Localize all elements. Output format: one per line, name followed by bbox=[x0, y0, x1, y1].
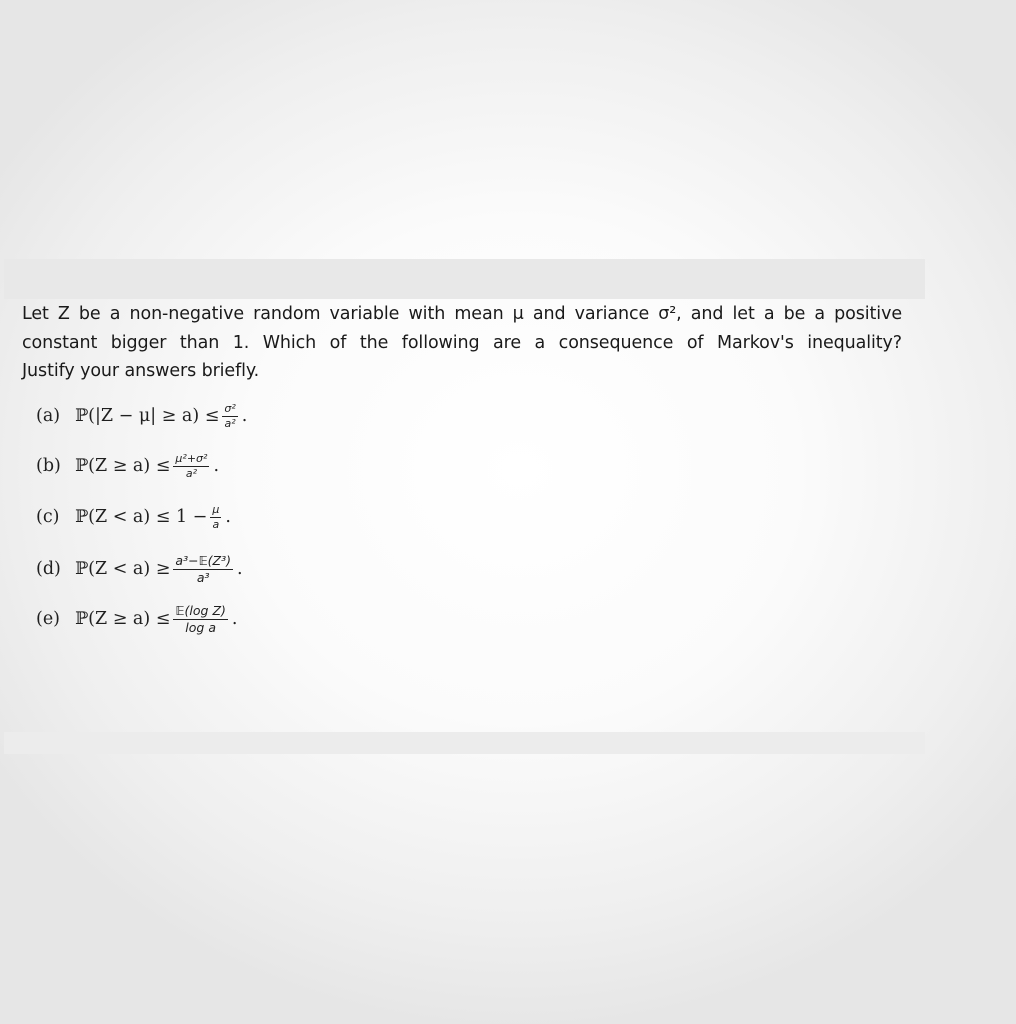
option-label: (a) bbox=[36, 406, 61, 426]
option-fraction bbox=[173, 453, 209, 480]
option-fraction bbox=[222, 403, 237, 430]
option-b bbox=[36, 446, 219, 486]
option-expression: ℙ(|Z − μ| ≥ a) ≤ bbox=[75, 406, 220, 426]
option-period: . bbox=[241, 406, 248, 426]
top-gray-band bbox=[4, 259, 925, 299]
option-fraction bbox=[173, 604, 227, 635]
fraction-denominator: a³ bbox=[196, 569, 210, 585]
question-line-2: constant bigger than 1. Which of the following are a consequence of Markov's inequality? bbox=[22, 332, 902, 353]
bottom-gray-band bbox=[4, 732, 925, 754]
option-label: (c) bbox=[36, 507, 60, 527]
option-period: . bbox=[213, 456, 220, 476]
option-period: . bbox=[231, 609, 238, 629]
question-text bbox=[22, 300, 902, 386]
fraction-numerator: 𝔼(log Z) bbox=[175, 602, 226, 618]
option-expression: ℙ(Z < a) ≥ bbox=[75, 559, 171, 579]
fraction-denominator: a² bbox=[185, 466, 197, 480]
fraction-numerator: μ²+σ² bbox=[175, 451, 208, 465]
option-period: . bbox=[225, 507, 231, 527]
fraction-numerator: a³−𝔼(Z³) bbox=[175, 552, 232, 568]
option-fraction bbox=[173, 554, 233, 585]
fraction-denominator: log a bbox=[185, 619, 216, 635]
option-e bbox=[36, 599, 237, 639]
question-line-1: Let Z be a non-negative random variable with mean μ and variance σ², and let a be a positive bbox=[22, 304, 902, 324]
fraction-denominator: a bbox=[212, 517, 220, 531]
option-expression: ℙ(Z ≥ a) ≤ bbox=[75, 609, 171, 629]
option-period: . bbox=[237, 559, 243, 579]
option-a bbox=[36, 396, 247, 436]
option-expression: ℙ(Z < a) ≤ 1 − bbox=[75, 507, 208, 527]
fraction-numerator: σ² bbox=[224, 401, 236, 415]
option-d bbox=[36, 549, 243, 589]
option-label: (b) bbox=[36, 456, 61, 476]
option-c bbox=[36, 497, 231, 537]
question-line-3: Justify your answers briefly. bbox=[22, 361, 260, 381]
option-expression: ℙ(Z ≥ a) ≤ bbox=[75, 456, 171, 476]
option-fraction bbox=[210, 504, 221, 531]
option-label: (e) bbox=[36, 609, 61, 629]
fraction-numerator: μ bbox=[212, 502, 220, 516]
option-label: (d) bbox=[36, 559, 61, 579]
fraction-denominator: a² bbox=[224, 416, 236, 430]
